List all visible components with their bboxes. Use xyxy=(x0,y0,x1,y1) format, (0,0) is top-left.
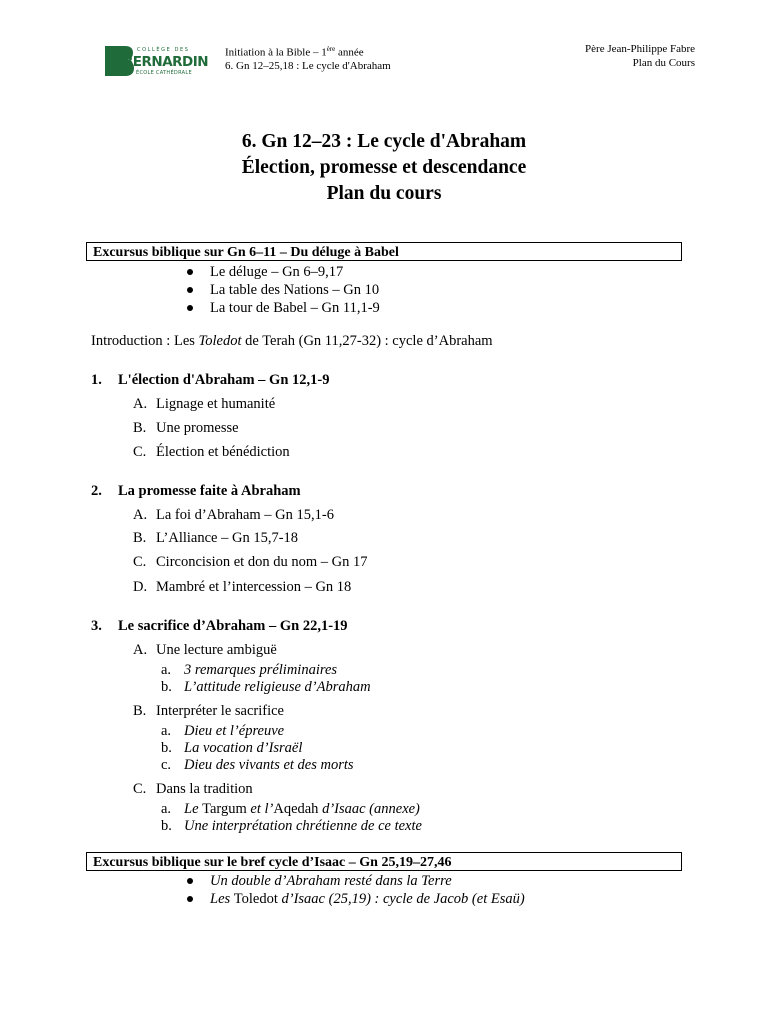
section-1-heading: 1. L'élection d'Abraham – Gn 12,1-9 xyxy=(91,372,330,388)
logo-college-text: COLLÈGE DES xyxy=(137,47,190,53)
list-item: Un double d’Abraham resté dans la Terre xyxy=(210,872,452,890)
outline-subitem: c. Dieu des vivants et des morts xyxy=(161,757,354,773)
header-author-info xyxy=(585,43,695,70)
outline-item: C. Circoncision et don du nom – Gn 17 xyxy=(133,554,368,570)
title-line-2: Élection, promesse et descendance xyxy=(241,157,527,178)
page-title xyxy=(0,129,768,207)
excursus-heading-1: Excursus biblique sur Gn 6–11 – Du déluge à Babel xyxy=(86,242,682,261)
outline-item: A. La foi d’Abraham – Gn 15,1-6 xyxy=(133,507,334,523)
outline-item: C. Élection et bénédiction xyxy=(133,444,290,460)
section-2-heading: 2. La promesse faite à Abraham xyxy=(91,483,301,499)
list-item: Les Toledot d’Isaac (25,19) : cycle de Jacob (et Esaü) xyxy=(210,890,525,908)
outline-item: D. Mambré et l’intercession – Gn 18 xyxy=(133,579,352,595)
outline-subitem: a. Dieu et l’épreuve xyxy=(161,723,285,739)
outline-item: A. Lignage et humanité xyxy=(133,396,276,412)
list-item: Le déluge – Gn 6–9,17 xyxy=(210,263,343,281)
excursus-heading-2: Excursus biblique sur le bref cycle d’Isaac – Gn 25,19–27,46 xyxy=(86,852,682,871)
header-author: Père Jean-Philippe Fabre xyxy=(585,43,695,55)
outline-subitem: a. 3 remarques préliminaires xyxy=(161,662,338,678)
bernardins-logo xyxy=(103,44,209,78)
header-doc-type: Plan du Cours xyxy=(632,56,695,69)
header-session: 6. Gn 12–25,18 : Le cycle d'Abraham xyxy=(225,60,391,73)
outline-subitem: b. La vocation d’Israël xyxy=(161,740,303,756)
outline-item: B. Une promesse xyxy=(133,420,239,436)
list-item: La tour de Babel – Gn 11,1-9 xyxy=(210,299,380,317)
introduction-line: Introduction : Les Toledot de Terah (Gn 11,27-32) : cycle d’Abraham xyxy=(91,333,493,349)
header-course-title: Initiation à la Bible – 1ère année xyxy=(225,45,364,59)
outline-subitem: b. Une interprétation chrétienne de ce texte xyxy=(161,818,422,834)
outline-subitem: a. Le Targum et l’Aqedah d’Isaac (annexe) xyxy=(161,801,420,817)
bullet xyxy=(187,287,193,293)
title-line-1: 6. Gn 12–23 : Le cycle d'Abraham xyxy=(241,131,527,152)
section-3-heading: 3. Le sacrifice d’Abraham – Gn 22,1-19 xyxy=(91,618,348,634)
bullet xyxy=(187,269,193,275)
outline-subitem: b. L’attitude religieuse d’Abraham xyxy=(161,679,371,695)
title-line-3: Plan du cours xyxy=(326,183,442,204)
logo-sub-text: ÉCOLE CATHÉDRALE xyxy=(136,70,192,76)
list-item: La table des Nations – Gn 10 xyxy=(210,281,379,299)
outline-item: B. Interpréter le sacrifice xyxy=(133,703,284,719)
header-course-info xyxy=(225,43,391,74)
logo-name-text: BERNARDINS xyxy=(123,54,209,70)
bullet xyxy=(187,878,193,884)
outline-item: C. Dans la tradition xyxy=(133,781,253,797)
outline-item: B. L’Alliance – Gn 15,7-18 xyxy=(133,530,299,546)
bullet xyxy=(187,305,193,311)
bullet xyxy=(187,896,193,902)
outline-item: A. Une lecture ambiguë xyxy=(133,642,277,658)
